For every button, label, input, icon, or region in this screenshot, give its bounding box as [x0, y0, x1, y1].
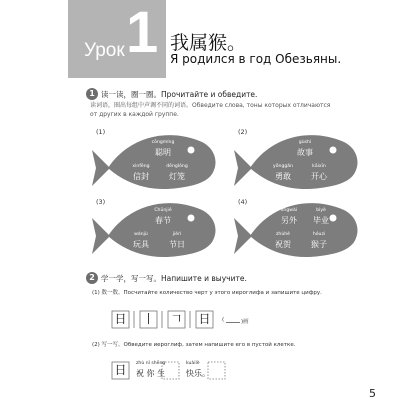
section-2-title: 学一学，写一写。Напишите и выучите.	[101, 274, 247, 283]
stroke-glyph-3: 𠃍	[170, 312, 183, 326]
fish-3-word-3-hanzi[interactable]: 节日	[169, 240, 185, 249]
fish-4-word-4-hanzi[interactable]: 猴子	[311, 240, 327, 249]
write-phrase-pinyin-2: kuàilè	[186, 361, 200, 366]
fish-2-word-2-hanzi[interactable]: 勇敢	[275, 172, 291, 181]
fish-1-word-3-hanzi[interactable]: 灯笼	[169, 172, 185, 181]
fish-2-word-1-pinyin[interactable]: gùshi	[298, 140, 312, 145]
fish-4-word-3-pinyin[interactable]: zhùhè	[276, 232, 290, 237]
instruction-line-2: от других в каждой группе.	[90, 111, 179, 118]
fish-3-word-1-hanzi[interactable]: 春节	[155, 216, 171, 225]
fish-4-label: (4)	[238, 198, 248, 206]
fish-2-word-2-pinyin[interactable]: yǒnggǎn	[273, 164, 293, 169]
fish-4-word-2-pinyin[interactable]: bìyè	[316, 208, 326, 213]
fish-1-word-1-hanzi[interactable]: 聪明	[155, 148, 171, 157]
fish-4-word-1-pinyin[interactable]: lìngwài	[280, 208, 298, 213]
write-answer-box-2[interactable]	[208, 362, 225, 379]
fish-2-word-1-hanzi[interactable]: 故事	[297, 148, 313, 157]
lesson-number: 1	[126, 0, 159, 65]
fish-3-word-3-pinyin[interactable]: jiérì	[172, 232, 182, 237]
section-2-part-2-label: (2) 写一写。Обведите иероглиф, затем напишите его в пустой клетке.	[92, 342, 296, 348]
section-1-title: 读一读，圈一圈。Прочитайте и обведите.	[101, 90, 258, 99]
write-phrase-pinyin-1: zhù nǐ shēng	[136, 361, 166, 366]
section-2-badge: 2	[86, 272, 98, 284]
fish-2-tail	[234, 150, 252, 186]
stroke-glyph-2: 丨	[142, 312, 155, 326]
fish-3-eye	[188, 215, 195, 222]
fish-3-word-1-pinyin[interactable]: Chūnjié	[154, 208, 172, 213]
write-phrase-hanzi-1: 祝 你 生	[136, 369, 166, 378]
fish-1-word-3-pinyin[interactable]: dēnglóng	[166, 164, 188, 169]
fish-2-eye	[330, 147, 337, 154]
fish-4-word-3-hanzi[interactable]: 祝贺	[275, 240, 291, 249]
fish-2-word-3-hanzi[interactable]: 开心	[311, 172, 327, 181]
fish-4-tail	[234, 218, 252, 254]
title-russian: Я родился в год Обезьяны.	[170, 52, 342, 66]
stroke-count-suffix: )画	[241, 319, 249, 325]
fish-1-word-2-hanzi[interactable]: 信封	[133, 172, 149, 181]
fish-1-label: (1)	[96, 128, 106, 136]
fish-3-word-2-pinyin[interactable]: wánjù	[134, 232, 148, 237]
write-model-glyph: 日	[114, 363, 127, 377]
section-2-part-1-label: (1) 数一数。Посчитайте количество черт у этого иероглифа и запишите цифру.	[92, 290, 322, 296]
fish-2-word-3-pinyin[interactable]: kāixīn	[312, 164, 326, 169]
page-number: 5	[369, 387, 376, 400]
stroke-count-answer-line[interactable]	[226, 322, 240, 323]
lesson-word: Урок	[84, 40, 125, 61]
fish-1-word-1-pinyin[interactable]: cōngmíng	[151, 140, 175, 145]
fish-4-word-4-pinyin[interactable]: hóuzi	[312, 232, 326, 237]
title-chinese: 我属猴。	[170, 32, 247, 54]
fish-3-word-2-hanzi[interactable]: 玩具	[133, 240, 149, 249]
fish-2-label: (2)	[238, 128, 248, 136]
write-phrase-hanzi-2: 快乐。	[186, 369, 210, 378]
section-1-badge: 1	[86, 88, 98, 100]
fish-1-tail	[92, 150, 110, 186]
stroke-glyph-1: 日	[114, 312, 127, 326]
fish-4-word-1-hanzi[interactable]: 另外	[281, 216, 297, 225]
fish-4-word-2-hanzi[interactable]: 毕业	[313, 216, 329, 225]
fish-1-word-2-pinyin[interactable]: xìnfēng	[132, 164, 150, 169]
fish-3-tail	[92, 218, 110, 254]
instruction-line-1: 读词语，圈出每组中声调不同的词语。Обведите слова, тоны которых отличаются	[90, 102, 331, 109]
write-answer-box-1[interactable]	[162, 362, 179, 379]
fish-3-label: (3)	[96, 198, 106, 206]
stroke-count-open-paren: (	[222, 317, 225, 323]
fish-1-eye	[188, 147, 195, 154]
stroke-glyph-4: 日	[198, 312, 211, 326]
